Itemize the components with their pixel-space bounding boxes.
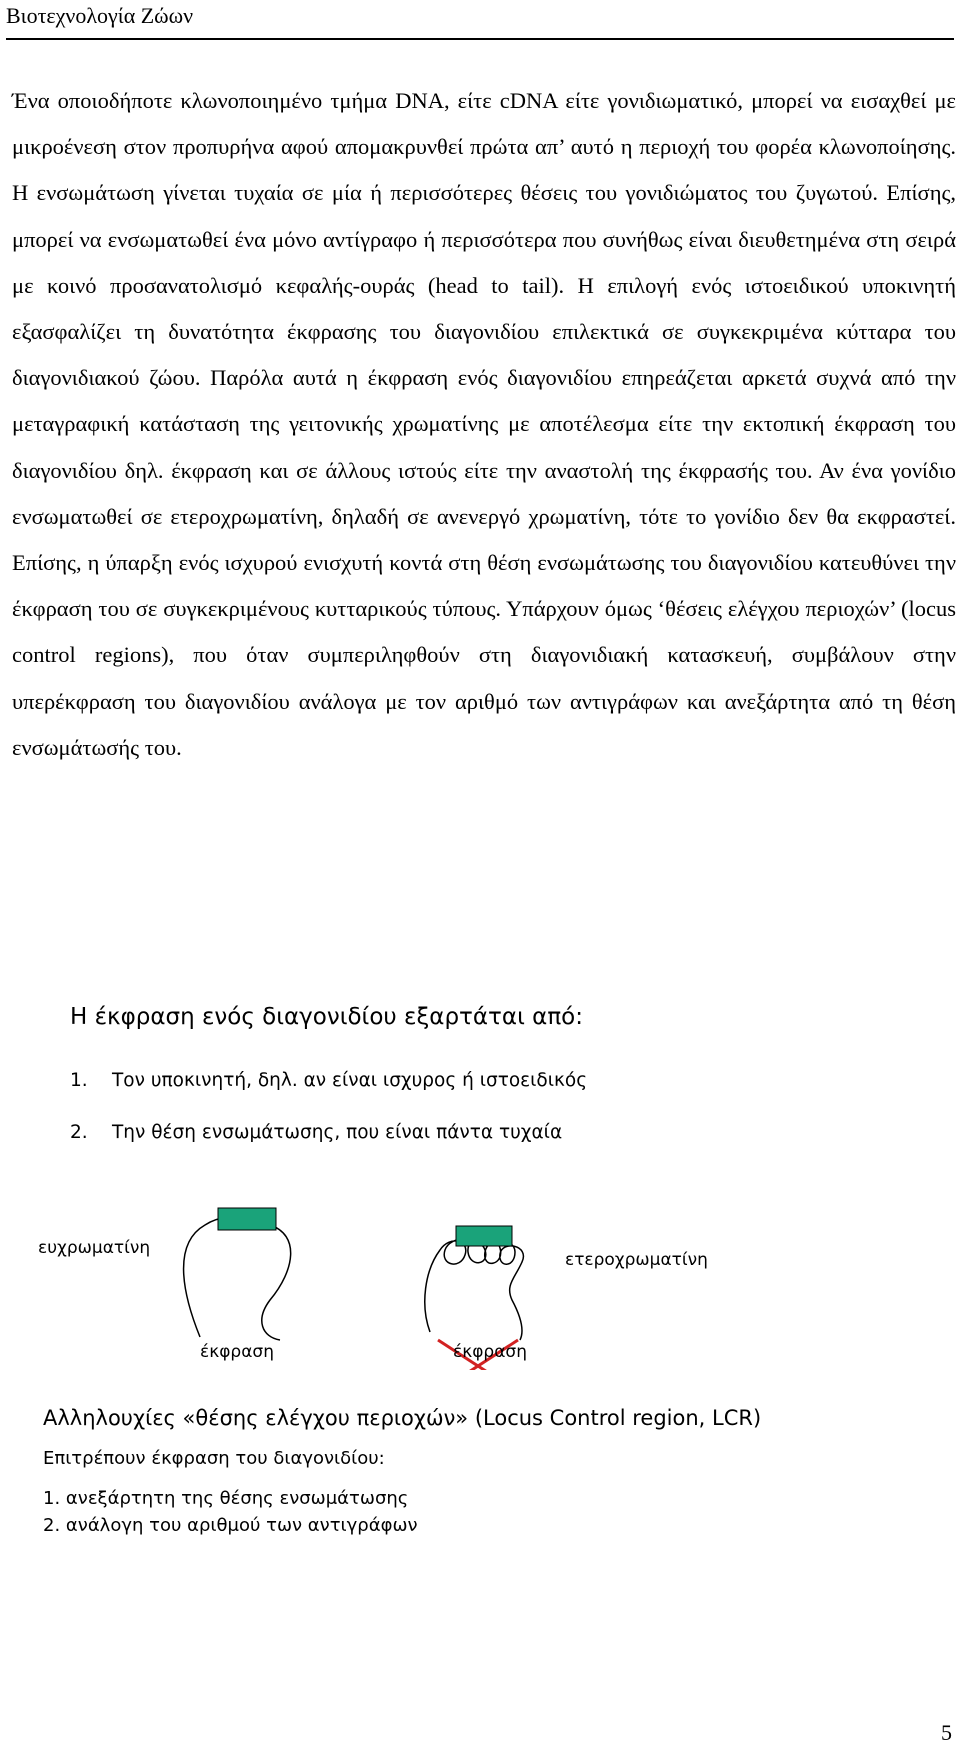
heterochromatin-label: ετεροχρωματίνη (565, 1250, 708, 1270)
main-paragraph: Ένα οποιοδήποτε κλωνοποιημένο τμήμα DNA, είτε cDNA είτε γονιδιωματικό, μπορεί να εισαχθεί με μικροένεση στον προπυρήνα αφού απομακρυνθεί πρώτα απ’ αυτό η περιοχή του φορέα κλωνοποίησης. Η ενσωμάτωση γίνεται τυχαία σε μία ή περισσότερες θέσεις του γονιδιώματος του ζυγωτού. Επίσης, μπορεί να ενσωματωθεί ένα μόνο αντίγραφο ή περισσότερα που συνήθως είναι διευθετημένα στη σειρά με κοινό προσανατολισμό κεφαλής-ουράς (head to tail). Η επιλογή ενός ιστοειδικού υποκινητή εξασφαλίζει τη δυνατότητα έκφρασης του διαγονιδίου επιλεκτικά σε συγκεκριμένα κύτταρα του διαγονιδιακού ζώου. Παρόλα αυτά η έκφραση ενός διαγονιδίου επηρεάζεται αρκετά συχνά από την μεταγραφική κατάσταση της γειτονικής χρωματίνης με αποτέλεσμα είτε την εκτοπική έκφραση του διαγονιδίου δηλ. έκφραση και σε άλλους ιστούς είτε την αναστολή της έκφρασής του. Αν ένα γονίδιο ενσωματωθεί σε ετεροχρωματίνη, δηλαδή σε ανενεργό χρωματίνη, τότε το γονίδιο δεν θα εκφραστεί. Επίσης, η ύπαρξη ενός ισχυρού ενισχυτή κοντά στη θέση ενσωμάτωσης του διαγονιδίου κατευθύνει την έκφραση του σε συγκεκριμένους κυτταρικούς τύπους. Υπάρχουν όμως ‘θέσεις ελέγχου περιοχών’ (locus control regions), που όταν συμπεριληφθούν στη διαγονιδιακή κατασκευή, συμβάλουν στην υπερέκφραση του διαγονιδίου ανάλογα με τον αριθμό των αντιγράφων και ανεξάρτητα από τη θέση ενσωμάτωσής του. (12, 88, 956, 760)
list-item-number: 1. (70, 1070, 88, 1091)
list-item: 1. ανεξάρτητη της θέσης ενσωμάτωσης (43, 1488, 409, 1509)
list-item-text: Τον υποκινητή, δηλ. αν είναι ισχυρος ή ιστοειδικός (112, 1070, 588, 1091)
page-header (6, 2, 954, 40)
gene-box-heterochromatin (456, 1226, 512, 1246)
euchromatin-label: ευχρωματίνη (38, 1238, 151, 1258)
page-number: 5 (941, 1720, 952, 1745)
list-item (70, 1122, 587, 1174)
gene-box-euchromatin (218, 1208, 276, 1230)
heterochromatin-strand (425, 1237, 524, 1340)
expression-list (70, 1070, 587, 1174)
list-item-number: 2. (70, 1122, 88, 1143)
expression-label-left: έκφραση (200, 1342, 274, 1362)
list-item: 2. ανάλογη του αριθμού των αντιγράφων (43, 1515, 418, 1536)
chromatin-diagram (0, 1190, 960, 1370)
list-item (70, 1070, 587, 1122)
lcr-list (43, 1485, 418, 1539)
list-item-text: Την θέση ενσωμάτωσης, που είναι πάντα τυχαία (112, 1122, 563, 1143)
euchromatin-strand (184, 1217, 291, 1340)
lcr-title: Αλληλουχίες «θέσης ελέγχου περιοχών» (Locus Control region, LCR) (43, 1406, 762, 1430)
lcr-subtitle: Επιτρέπουν έκφραση του διαγονιδίου: (43, 1448, 385, 1469)
header-title: Βιοτεχνολογία Ζώων (6, 3, 194, 28)
expression-section-title: Η έκφραση ενός διαγονιδίου εξαρτάται από: (70, 1004, 583, 1030)
expression-label-right: έκφραση (453, 1342, 527, 1362)
